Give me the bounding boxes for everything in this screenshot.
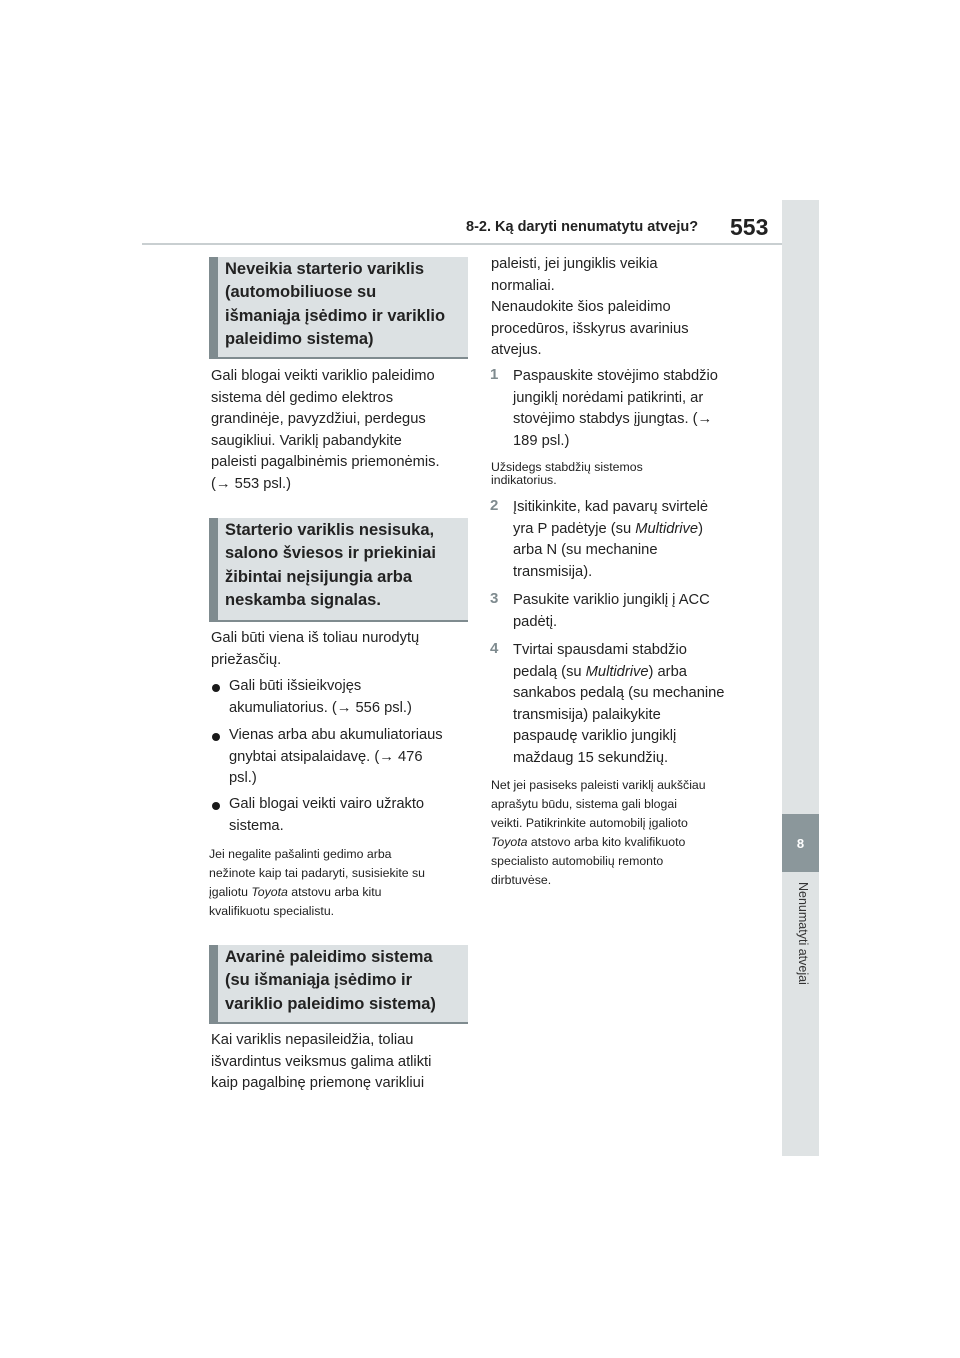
bullet-icon xyxy=(212,684,220,692)
step-number: 3 xyxy=(490,590,499,607)
bullet-icon xyxy=(212,733,220,741)
chapter-label: Nenumatyti atvejai xyxy=(796,882,810,985)
step-number: 2 xyxy=(490,497,499,514)
bullet-terminals-loose: Vienas arba abu akumuliatoriaus gnybtai atsipalaidavę. (→ 476 psl.) xyxy=(229,727,443,787)
chapter-side-tab xyxy=(782,200,819,1156)
paragraph-possible-causes: Gali būti viena iš toliau nurodytų priežasčių. xyxy=(211,630,420,668)
step-1-parking-brake: Paspauskite stovėjimo stabdžio jungiklį norėdami patikrinti, ar stovėjimo stabdys įjungtas. (→ 189 psl.) xyxy=(513,368,718,449)
heading-starter-not-working: Neveikia starterio variklis (automobiliuose su išmaniąja įsėdimo ir variklio paleidimo sistema) xyxy=(209,257,468,359)
header-rule xyxy=(142,243,782,245)
heading-starter-not-turning: Starterio variklis nesisuka, salono šviesos ir priekiniai žibintai neįsijungia arba neskamba signalas. xyxy=(209,518,468,622)
step-3-acc-position: Pasukite variklio jungiklį į ACC padėtį. xyxy=(513,592,710,630)
page-number: 553 xyxy=(730,214,769,240)
note-contact-dealer: Jei negalite pašalinti gedimo arba nežinote kaip tai padaryti, susisiekite su įgaliotu Toyota atstovu arba kitu kvalifikuotu specialistu. xyxy=(209,847,425,918)
step-4-hold-switch: Tvirtai spausdami stabdžio pedalą (su Multidrive) arba sankabos pedalą (su mechanine transmisija) palaikykite paspaudę variklio jungiklį maždaug 15 sekundžių. xyxy=(513,642,725,766)
step-number: 1 xyxy=(490,366,499,383)
section-title: 8-2. Ką daryti nenumatytu atveju? xyxy=(466,219,699,235)
note-system-check: Net jei pasiseks paleisti variklį aukščiau aprašytu būdu, sistema gali blogai veikti. Patikrinkite automobilį įgalioto Toyota atstovo arba kito kvalifikuoto specialisto automobilių remonto dirbtuvėse. xyxy=(491,778,706,887)
paragraph-starter-fault: Gali blogai veikti variklio paleidimo sistema dėl gedimo elektros grandinėje, pavyzdžiui, perdegus saugikliui. Variklį pabandykite paleisti pagalbinėmis priemonėmis. (→ 553 psl.) xyxy=(211,368,440,492)
step-1-note: Užsidegs stabdžių sistemos indikatorius. xyxy=(491,460,643,487)
step-number: 4 xyxy=(490,640,499,657)
bullet-icon xyxy=(212,802,220,810)
step-2-shift-lever: Įsitikinkite, kad pavarų svirtelė yra P padėtyje (su Multidrive) arba N (su mechanine transmisija). xyxy=(513,499,709,580)
bullet-battery-discharged: Gali būti išsieikvojęs akumuliatorius. (→ 556 psl.) xyxy=(229,678,412,716)
paragraph-emergency-intro: Kai variklis nepasileidžia, toliau išvardintus veiksmus galima atlikti kaip pagalbinę priemonę varikliui xyxy=(211,1032,432,1092)
heading-emergency-start: Avarinė paleidimo sistema (su išmaniąja įsėdimo ir variklio paleidimo sistema) xyxy=(209,945,468,1024)
chapter-number-badge: 8 xyxy=(782,814,819,872)
paragraph-emergency-intro-cont: paleisti, jei jungiklis veikia normaliai. Nenaudokite šios paleidimo procedūros, išskyrus avarinius atvejus. xyxy=(491,256,689,359)
bullet-steering-lock: Gali blogai veikti vairo užrakto sistema. xyxy=(229,796,425,834)
